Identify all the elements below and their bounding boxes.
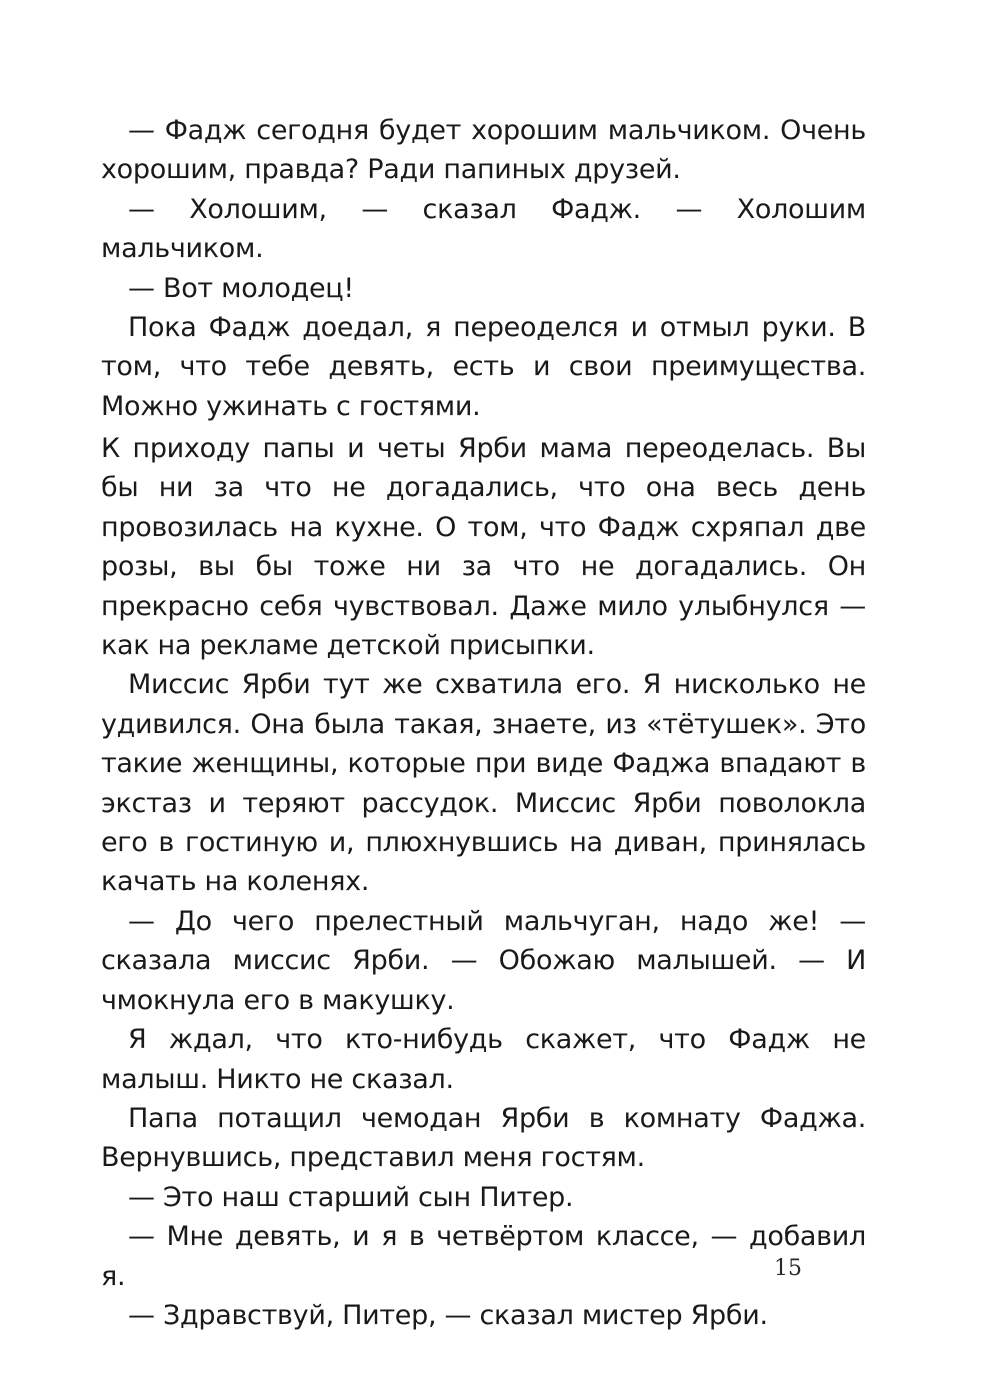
paragraph: — Это наш старший сын Питер. [128, 1181, 574, 1213]
paragraph: — Мне девять, и я в четвёртом классе, — добавил я. [101, 1221, 866, 1292]
paragraph: Пока Фадж доедал, я переоделся и отмыл руки. В том, что тебе девять, есть и свои преимущества. Можно ужинать с гостями. [101, 312, 866, 422]
paragraph: — Холошим, — сказал Фадж. — Холошим мальчиком. [101, 193, 866, 265]
paragraph: Папа потащил чемодан Ярби в комнату Фаджа. Вернувшись, представил меня гостям. [101, 1102, 866, 1174]
paragraph: — Фадж сегодня будет хорошим мальчиком. Очень хорошим, правда? Ради папиных друзей. [101, 115, 866, 186]
page-number: 15 [774, 1256, 802, 1281]
paragraph: К приходу папы и четы Ярби мама переоделась. Вы бы ни за что не догадались, что она весь день провозилась на кухне. О том, что Фадж схряпал две розы, вы бы тоже ни за что не догадались. Он прекрасно себя чувствовал. Даже мило улыбнулся — как на рекламе детской присыпки. [101, 433, 866, 662]
paragraph: — До чего прелестный мальчуган, надо же! — сказала миссис Ярби. — Обожаю малышей. — И чмокнула его в макушку. [101, 905, 866, 1016]
text-section-1 [101, 111, 866, 426]
paragraph: Я ждал, что кто-нибудь скажет, что Фадж не малыш. Никто не сказал. [101, 1024, 866, 1095]
paragraph: Миссис Ярби тут же схватила его. Я нисколько не удивился. Она была такая, знаете, из «тётушек». Это такие женщины, которые при виде Фаджа впадают в экстаз и теряют рассудок. Миссис Ярби поволокла его в гостиную и, плюхнувшись на диван, принялась качать на коленях. [101, 669, 866, 898]
paragraph: — Здравствуй, Питер, — сказал мистер Ярби. [128, 1299, 768, 1331]
text-section-2 [101, 429, 866, 1335]
paragraph: — Вот молодец! [128, 272, 354, 304]
